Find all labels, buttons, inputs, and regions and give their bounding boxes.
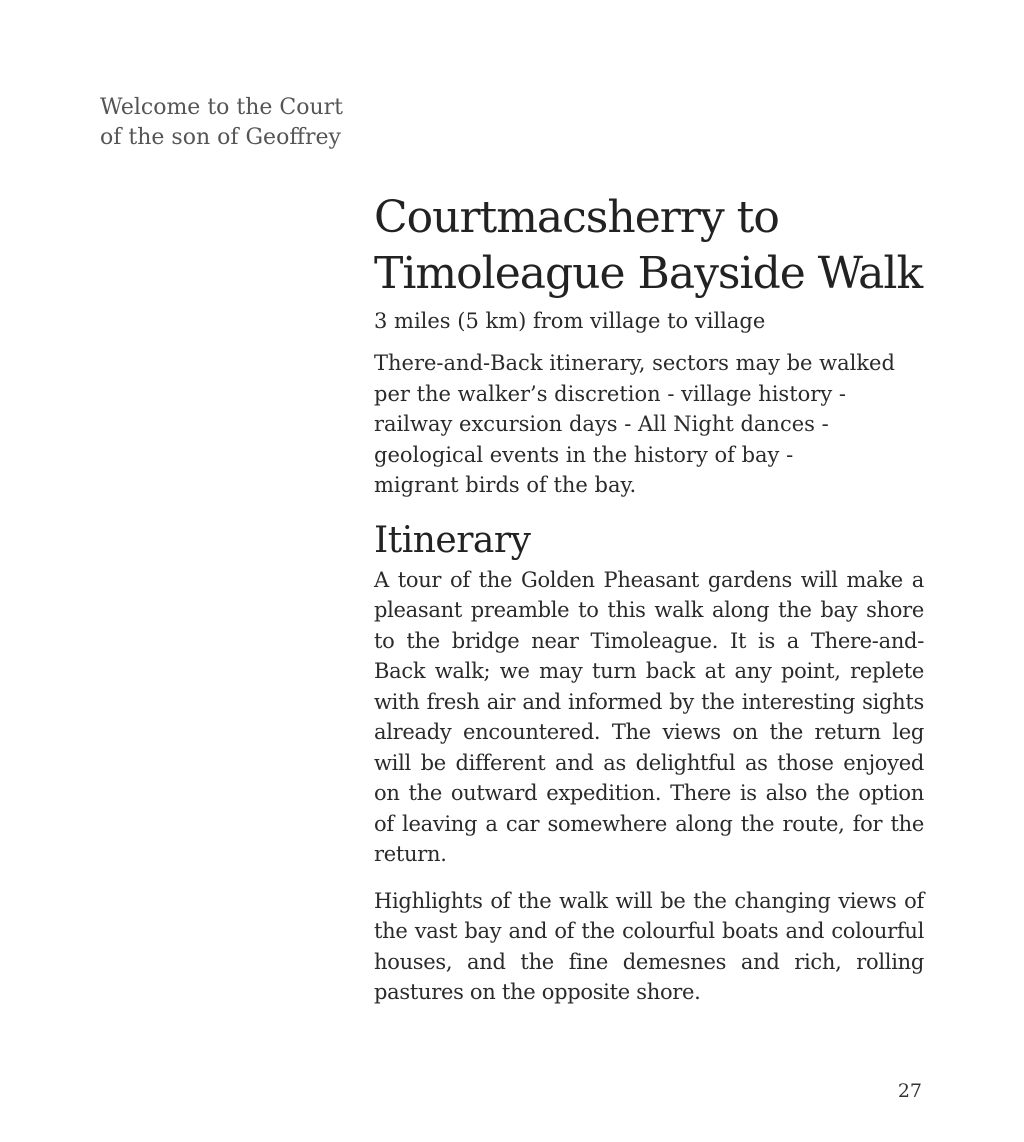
running-header [100, 93, 370, 153]
page-title [374, 190, 924, 302]
running-header-line-1: Welcome to the Court [100, 95, 344, 120]
itinerary-heading: Itinerary [374, 519, 531, 561]
walk-summary [374, 348, 924, 501]
page-title-line-2: Timoleague Bayside Walk [374, 248, 923, 299]
summary-line: per the walker’s discretion - village history - [374, 381, 846, 406]
summary-line: migrant birds of the bay. [374, 473, 637, 497]
page-title-line-1: Courtmacsherry to [374, 192, 779, 243]
itinerary-paragraph-2: Highlights of the walk will be the changing views of the vast bay and of the colourful boats and colourful houses, and the fine demesnes and rich, rolling pastures on the opposite shore. [374, 888, 924, 1004]
itinerary-paragraph-1: A tour of the Golden Pheasant gardens will make a pleasant preamble to this walk along the bay shore to the bridge near Timoleague. It is a There-and-Back walk; we may turn back at any point, replete with fresh air and informed by the interesting sights already encountered. The views on the return leg will be different and as delightful as those enjoyed on the outward expedition. There is also the option of leaving a car somewhere along the route, for the return. [374, 567, 924, 866]
page-number: 27 [897, 1080, 922, 1102]
running-header-line-2: of the son of Geoffrey [100, 125, 341, 150]
summary-line: railway excursion days - All Night dances - [374, 412, 829, 436]
walk-distance: 3 miles (5 km) from village to village [374, 309, 766, 333]
article [374, 190, 924, 1008]
summary-line: There-and-Back itinerary, sectors may be walked [374, 351, 895, 375]
summary-line: geological events in the history of bay - [374, 442, 794, 467]
